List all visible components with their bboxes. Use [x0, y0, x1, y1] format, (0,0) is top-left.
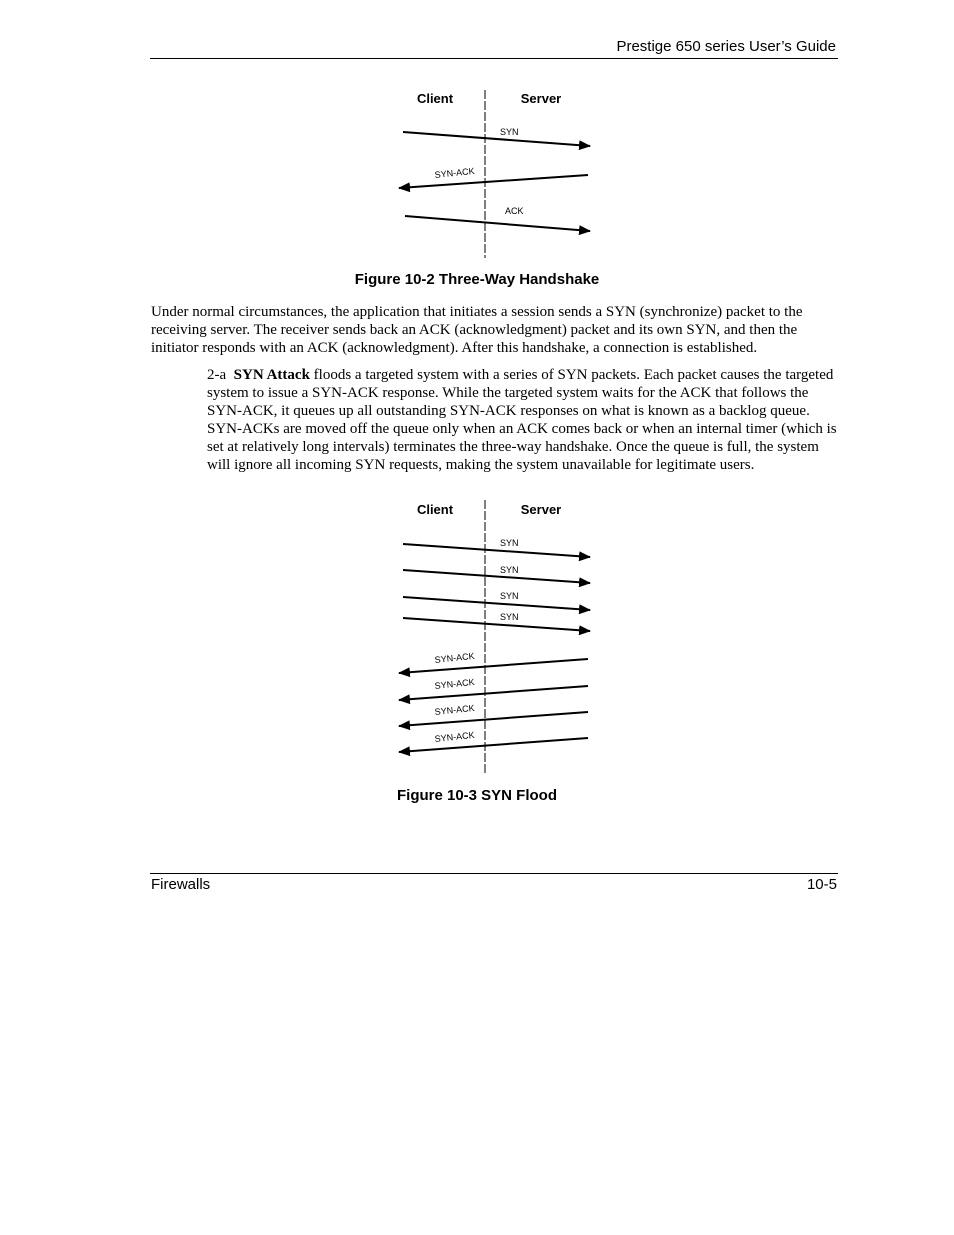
syn-ack-arrow-label: SYN-ACK: [434, 165, 476, 180]
syn-arrow: [403, 597, 590, 610]
running-header: Prestige 650 series User’s Guide: [616, 38, 836, 55]
figure-caption-10-2: Figure 10-2 Three-Way Handshake: [354, 271, 600, 288]
syn-arrow-label: SYN: [500, 127, 519, 137]
ack-arrow-label: ACK: [505, 206, 524, 216]
footer-page-number: 10-5: [806, 876, 837, 893]
syn-arrow: [403, 544, 590, 557]
client-label: Client: [416, 91, 454, 106]
syn-arrow-label: SYN: [500, 612, 519, 622]
footer-section: Firewalls: [151, 876, 211, 893]
syn-ack-arrow-label: SYN-ACK: [434, 650, 476, 665]
client-label: Client: [416, 502, 454, 517]
syn-ack-arrow: [399, 659, 588, 673]
syn-attack-description: floods a targeted system with a series of SYN packets. Each packet causes the targeted system to issue a SYN-ACK response. While the targeted system waits for the ACK that follows the SYN-ACK, it queues up all outstanding SYN-ACK responses on what is known as a backlog queue. SYN-ACKs are moved off the queue only when an ACK comes back or when an internal timer (which is set at relatively long intervals) terminates the three-way handshake. Once the queue is full, the system will ignore all incoming SYN requests, making the system unavailable for legitimate users.: [207, 367, 837, 473]
syn-arrow-label: SYN: [500, 565, 519, 575]
figure-caption-10-3: Figure 10-3 SYN Flood: [396, 787, 558, 804]
syn-arrow: [403, 618, 590, 631]
server-label: Server: [520, 91, 562, 106]
syn-attack-paragraph: [207, 366, 839, 474]
ack-arrow: [405, 216, 590, 231]
syn-ack-arrow-label: SYN-ACK: [434, 729, 476, 744]
body-paragraph: Under normal circumstances, the application that initiates a session sends a SYN (synchronize) packet to the receiving server. The receiver sends back an ACK (acknowledgment) packet and its own SYN, and then the initiator responds with an ACK (acknowledgment). After this handshake, a connection is established.: [151, 304, 803, 356]
syn-arrow: [403, 570, 590, 583]
syn-arrow-label: SYN: [500, 591, 519, 601]
syn-ack-arrow: [399, 686, 588, 700]
list-marker: 2-a: [207, 367, 227, 383]
syn-ack-arrow-label: SYN-ACK: [434, 702, 476, 717]
syn-ack-arrow: [399, 175, 588, 188]
three-way-handshake-diagram: [0, 80, 954, 265]
server-label: Server: [520, 502, 562, 517]
syn-arrow-label: SYN: [500, 538, 519, 548]
syn-flood-diagram: [0, 492, 954, 777]
syn-ack-arrow-label: SYN-ACK: [434, 676, 476, 691]
syn-arrow: [403, 132, 590, 146]
syn-attack-term: SYN Attack: [233, 367, 310, 383]
syn-ack-arrow: [399, 738, 588, 752]
syn-ack-arrow: [399, 712, 588, 726]
footer-rule: [150, 873, 838, 874]
header-rule: [150, 58, 838, 59]
